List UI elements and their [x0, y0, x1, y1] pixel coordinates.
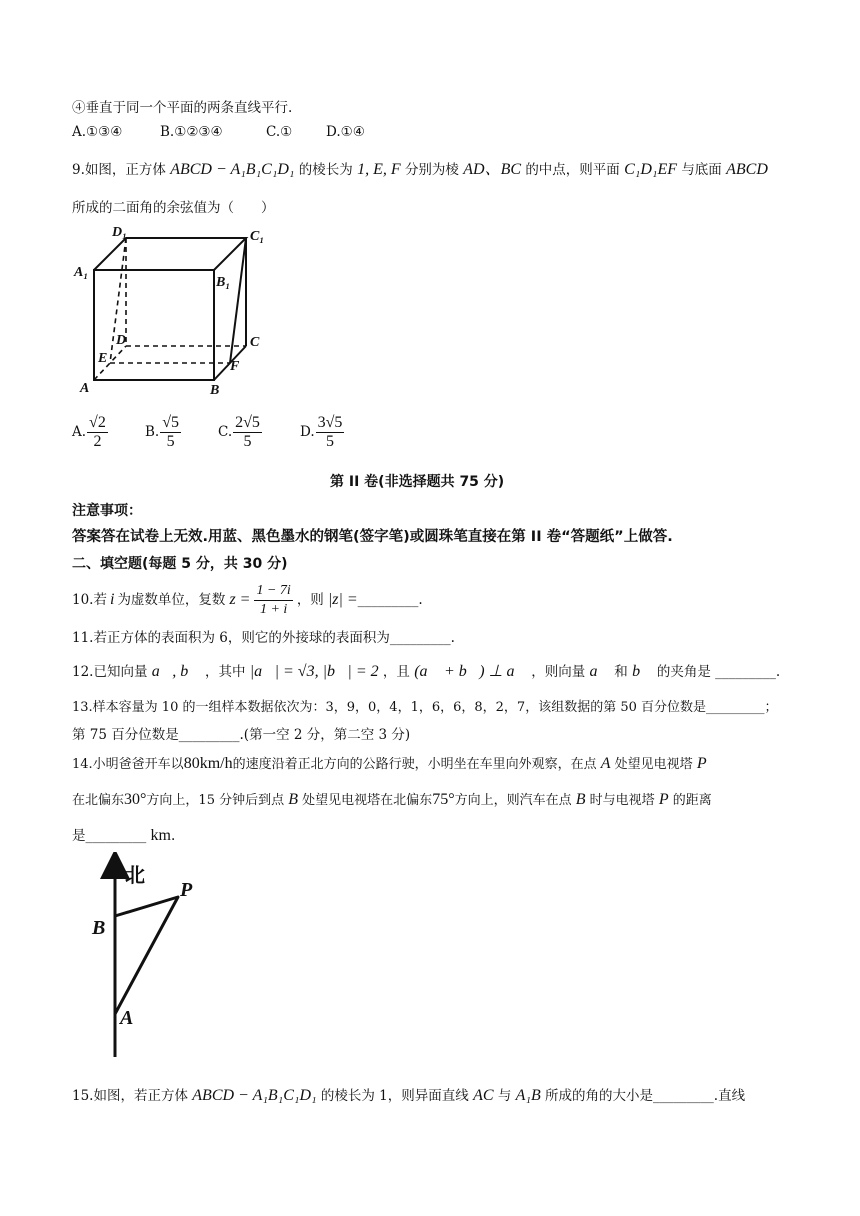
q14-line2-pre: 在北偏东 — [72, 793, 125, 808]
q14-angle2: 75° — [432, 791, 455, 808]
q14-line2-post: 的距离 — [672, 793, 712, 808]
q14-end: . — [171, 828, 176, 844]
q9-option-d[interactable] — [300, 414, 345, 451]
label-d1: D₁ — [112, 225, 127, 240]
q12-and: 和 — [614, 664, 628, 680]
q10-z: z = — [229, 591, 251, 608]
q12-mid3: ，则向量 — [531, 664, 586, 680]
q8-item-4: ④垂直于同一个平面的两条直线平行. — [72, 100, 293, 116]
q9-mid4: 与底面 — [681, 162, 722, 178]
q11-answer-blank[interactable]: _________ — [389, 630, 451, 646]
q12-vec: a⃗, b⃗ — [151, 663, 201, 680]
q14-pre: 14.小明爸爸开车以 — [72, 757, 184, 772]
q14-line1 — [72, 754, 707, 775]
section2-title: 第 II 卷(非选择题共 75 分) — [330, 474, 505, 490]
q10-end: . — [418, 592, 423, 608]
q9-option-a-den: 2 — [93, 433, 102, 450]
q10-abs: |z| = — [327, 591, 358, 608]
q8-option-c[interactable]: C.① — [266, 124, 293, 140]
q13-answer-blank-2[interactable]: _________ — [178, 727, 240, 743]
label-d: D — [116, 333, 127, 348]
bearing-figure — [80, 852, 230, 1062]
q9-edges: AD、BC — [463, 161, 522, 178]
q13-sep: ； — [764, 700, 778, 715]
label-north: 北 — [125, 863, 145, 887]
q9-option-a-letter: A. — [72, 424, 87, 440]
q9-cube-name: ABCD − A₁B₁C₁D₁ — [170, 161, 295, 178]
cube-visible-edges — [94, 238, 246, 380]
q12-a: a⃗ — [589, 663, 610, 680]
q15 — [72, 1086, 745, 1106]
q10-mid: 为虚数单位，复数 — [117, 592, 226, 608]
q14-line3-pre: 是 — [72, 828, 86, 844]
q14-answer-blank[interactable]: _________ — [85, 828, 147, 844]
q14-line1-post2: 处望见电视塔 — [614, 757, 693, 772]
q14-angle1: 30° — [124, 791, 147, 808]
q14-point-a: A — [600, 755, 611, 772]
q14-point-b: B — [288, 791, 299, 808]
q9-base: ABCD — [726, 161, 768, 178]
q9-option-d-num: 3√5 — [317, 414, 343, 431]
q15-mid: 的棱长为 1，则异面直线 — [320, 1088, 469, 1104]
q9-stem — [72, 160, 768, 180]
q12-b: b⃗ — [632, 663, 653, 680]
q12-pre: 12.已知向量 — [72, 664, 148, 680]
label-f: F — [230, 359, 240, 374]
q15-ac: AC — [473, 1087, 494, 1104]
q10-den: 1 + i — [259, 601, 288, 617]
q8-option-b[interactable]: B.①②③④ — [160, 124, 223, 140]
q12-mid2: ，且 — [382, 664, 410, 680]
q15-end: .直线 — [713, 1088, 746, 1104]
q11-end: . — [450, 630, 455, 646]
q13-line2 — [72, 725, 410, 745]
notice-body: 答案答在试卷上无效.用蓝、黑色墨水的钢笔(签字笔)或圆珠笔直接在第 II 卷“答题纸”上做答. — [72, 529, 673, 545]
q14-line2-mid4: 时与电视塔 — [589, 793, 655, 808]
q9-option-c-num: 2√5 — [235, 414, 260, 431]
q9-mid1: 的棱长为 — [298, 162, 353, 178]
q15-cube: ABCD − A₁B₁C₁D₁ — [192, 1087, 317, 1104]
q12-end: . — [775, 664, 781, 680]
q14-line2-mid: 方向上，15 分钟后到点 — [146, 793, 285, 808]
label-b1: B₁ — [216, 275, 231, 290]
q13-line2-post: .(第一空 2 分，第二空 3 分) — [239, 727, 411, 743]
q10-post: ，则 — [296, 592, 324, 608]
label-b-point: B — [92, 917, 106, 939]
q10-pre: 10.若 — [72, 592, 107, 608]
q15-post: 所成的角的大小是 — [545, 1088, 654, 1104]
q9-mid2: 分别为棱 — [404, 162, 459, 178]
q13-line1 — [72, 698, 778, 718]
q12-cond: |a⃗| = √3, |b⃗| = 2 — [249, 663, 379, 680]
q14-point-b-2: B — [575, 791, 586, 808]
q9-pre: 9.如图，正方体 — [72, 162, 166, 178]
q9-option-c-letter: C. — [218, 424, 233, 440]
label-a-point: A — [120, 1007, 134, 1029]
q13-line2-pre: 第 75 百分位数是 — [72, 727, 179, 743]
q9-option-b-num: √5 — [162, 414, 179, 431]
q9-option-a[interactable] — [72, 414, 109, 451]
q13-answer-blank-1[interactable]: _________ — [706, 700, 765, 715]
fill-section-title: 二、填空题(每题 5 分，共 30 分) — [72, 556, 288, 572]
q9-mid3: 的中点，则平面 — [525, 162, 620, 178]
q13-text: 13.样本容量为 10 的一组样本数据依次为：3，9，0，4，1，6，6，8，2，7，该组数据的第 50 百分位数是 — [72, 700, 706, 715]
q12-perp: (a⃗ + b⃗) ⊥ a⃗ — [414, 663, 527, 680]
q14-unit: km — [150, 827, 171, 844]
q15-answer-blank[interactable]: _________ — [653, 1088, 714, 1104]
label-c: C — [250, 335, 260, 350]
q12-post: 的夹角是 — [656, 664, 711, 680]
q14-line2-mid2: 处望见电视塔在北偏东 — [302, 793, 433, 808]
q9-stem-line2: 所成的二面角的余弦值为（ ） — [72, 200, 275, 216]
cube-figure — [70, 222, 270, 398]
q9-option-d-den: 5 — [326, 433, 335, 450]
label-p-point: P — [180, 879, 193, 901]
q14-line2 — [72, 790, 712, 811]
q14-speed: 80km/h — [183, 755, 233, 772]
q11-text: 11.若正方体的表面积为 6，则它的外接球的表面积为 — [72, 630, 390, 646]
label-a: A — [80, 381, 90, 396]
q15-with: 与 — [497, 1088, 512, 1104]
cube-edge-c1f — [230, 238, 246, 363]
q14-line2-mid3: 方向上，则汽车在点 — [454, 793, 572, 808]
label-c1: C₁ — [250, 229, 265, 244]
q9-option-a-num: √2 — [89, 414, 106, 431]
label-b: B — [210, 383, 220, 398]
q11 — [72, 628, 455, 648]
q10 — [72, 580, 423, 620]
q14-line3 — [72, 826, 175, 846]
notice-title: 注意事项： — [72, 503, 142, 519]
q9-vars: 1, E, F — [357, 161, 401, 178]
q14-point-p: P — [696, 755, 707, 772]
q14-point-p-2: P — [658, 791, 669, 808]
q14-line1-post: 的速度沿着正北方向的公路行驶，小明坐在车里向外观察，在点 — [232, 757, 597, 772]
q8-option-a[interactable]: A.①③④ — [72, 124, 123, 140]
q10-i: i — [109, 591, 115, 608]
label-e: E — [98, 351, 108, 366]
q9-option-c-den: 5 — [243, 433, 252, 450]
q12 — [72, 662, 780, 682]
triangle-abp — [115, 897, 178, 1014]
q12-answer-blank[interactable]: _________ — [715, 664, 776, 680]
q10-answer-blank[interactable]: _________ — [357, 592, 419, 608]
q8-option-d[interactable]: D.①④ — [326, 124, 365, 140]
q9-option-b-letter: B. — [145, 424, 160, 440]
q12-mid: ，其中 — [204, 664, 246, 680]
q9-plane: C₁D₁EF — [624, 161, 678, 178]
q15-a1b: A₁B — [515, 1087, 541, 1104]
q9-option-c[interactable] — [218, 414, 263, 451]
q9-option-b[interactable] — [145, 414, 182, 451]
label-a1: A₁ — [74, 265, 89, 280]
q9-option-d-letter: D. — [300, 424, 315, 440]
q9-option-b-den: 5 — [166, 433, 175, 450]
q10-num: 1 − 7i — [254, 582, 292, 601]
q15-pre: 15.如图，若正方体 — [72, 1088, 188, 1104]
